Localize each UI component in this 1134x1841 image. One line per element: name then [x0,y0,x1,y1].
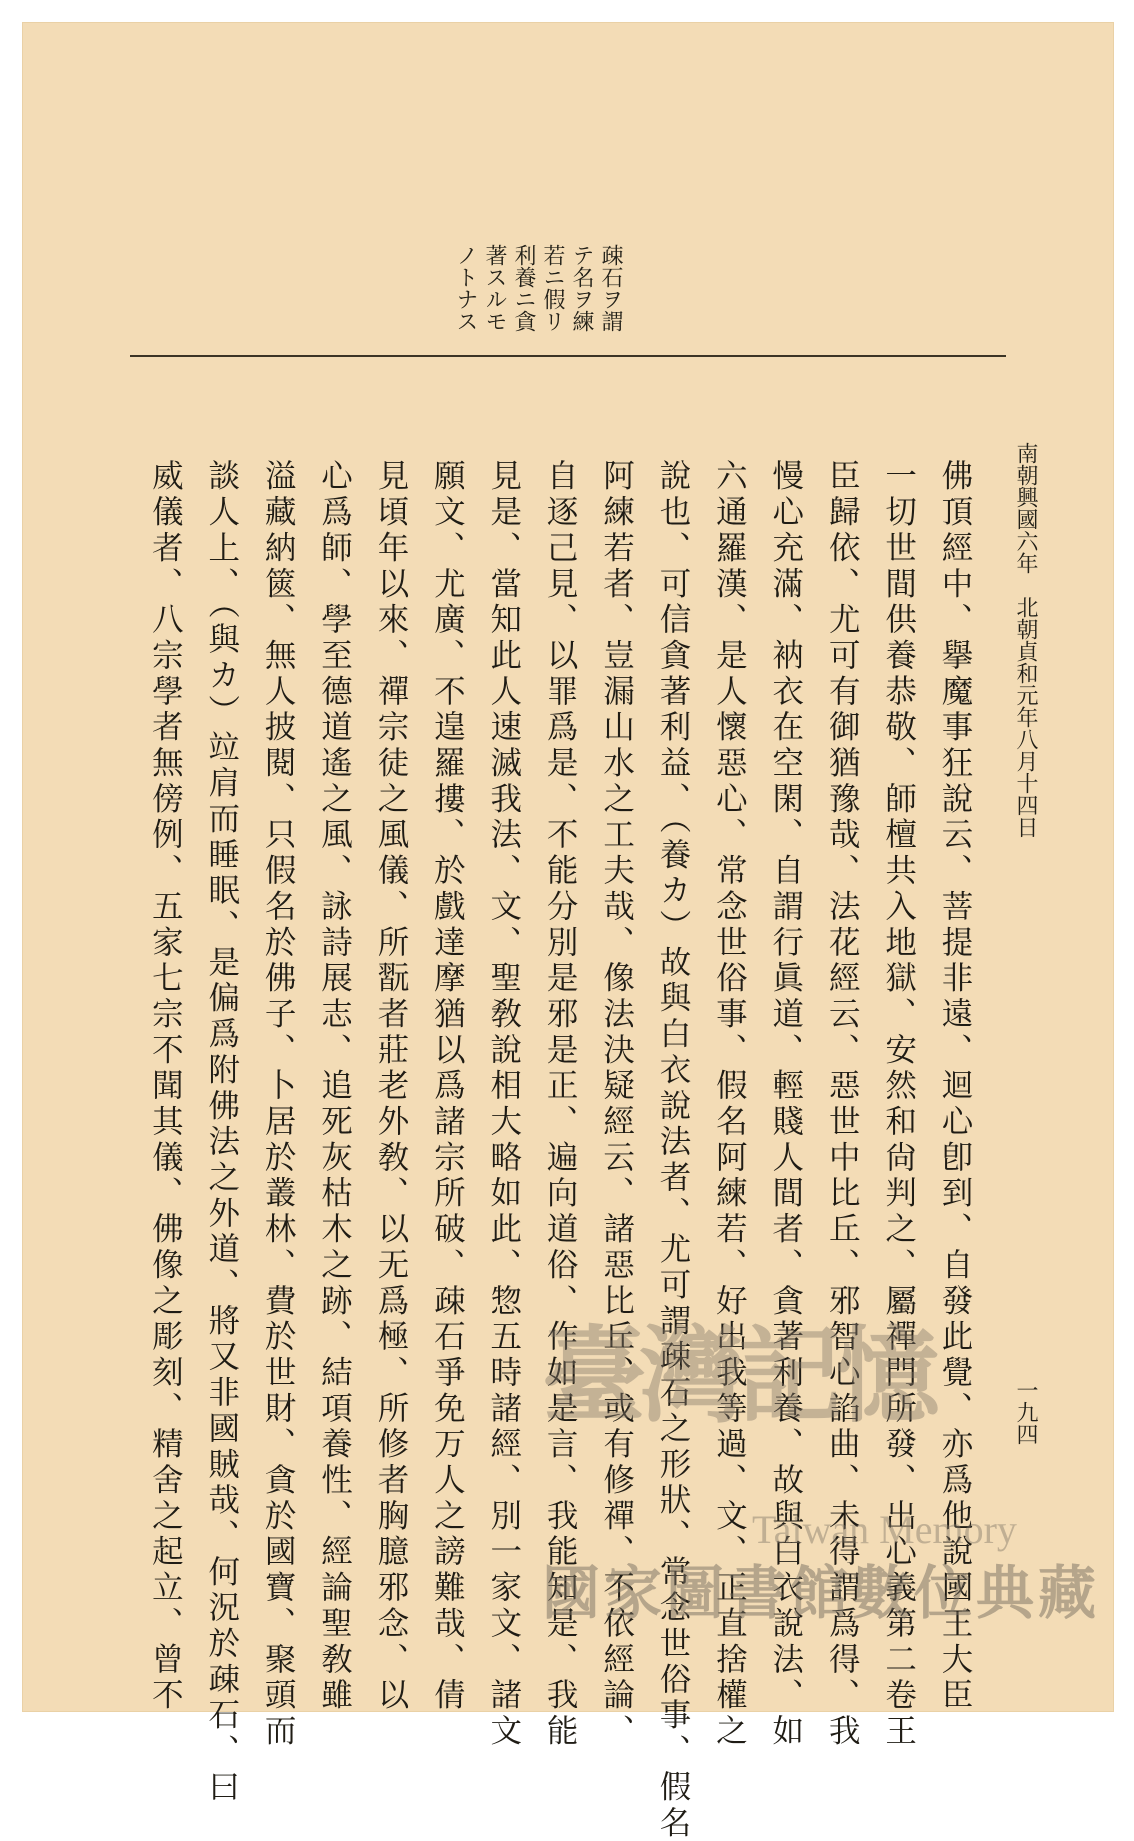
text-column: 佛頂經中、擧魔事狂說云、菩提非遠、迴心卽到、自發此覺、亦爲他說國王大臣 [937,459,973,1714]
margin-notes [451,244,625,354]
watermark-library-name: 國家圖書館數位典藏 [542,1559,1101,1627]
text-column: 見頃年以來、禪宗徒之風儀、所翫者莊老外敎、以无爲極、所修者胸臆邪念、以 [372,459,409,1714]
margin-note-line: 疎石ヲ謂 [598,244,623,332]
text-column: 心爲師、學至德道遙之風、詠詩展志、追死灰枯木之跡、結項養性、經論聖敎雖 [316,459,353,1714]
watermark-logo: 臺灣記憶 [542,1314,935,1437]
text-column: 見是、當知此人速滅我法、文、聖敎說相大略如此、惣五時諸經、別一家文、諸文 [485,459,522,1750]
text-column: 六通羅漢、是人懷惡心、常念世俗事、假名阿練若、好出我等過、文、正直捨權之 [711,459,748,1750]
margin-note-line: 若ニ假リ [540,244,565,332]
running-header-date: 南朝興國六年 北朝貞和元年八月十四日 [1013,442,1038,838]
margin-note-line: 利養ニ貪 [511,244,536,332]
margin-note-line: テ名ヲ練 [569,244,594,332]
text-column: 臣歸依、尤可有御猶豫哉、法花經云、惡世中比丘、邪智心諂曲、未得謂爲得、我 [824,459,861,1750]
text-column: 阿練若者、豈漏山水之工夫哉、像法決疑經云、諸惡比丘、或有修禪、不依經論、 [598,459,635,1750]
document-page [22,22,1114,1841]
text-column: 一切世間供養恭敬、師檀共入地獄、安然和尙判之、屬禪門所發、出心義第二卷王 [880,459,917,1750]
text-column: 溢藏納篋、無人披閱、只假名於佛子、卜居於叢林、費於世財、貪於國寶、聚頭而 [260,459,297,1750]
text-column: 威儀者、八宗學者無傍例、五家七宗不聞其儀、佛像之彫刻、精舍之起立、曾不 [147,459,184,1714]
margin-note-line: ノトナス [453,244,478,332]
watermark-english: Taiwan Memory [752,1507,1017,1552]
text-column: 談人上、（與カ）竝肩而睡眠、是偏爲附佛法之外道、將又非國賊哉、何況於疎石、曰 [203,459,240,1806]
margin-note-line: 著スルモ [482,244,507,332]
divider-rule [130,355,1006,357]
text-column: 自逐己見、以罪爲是、不能分別是邪是正、遍向道俗、作如是言、我能知是、我能 [542,459,579,1750]
text-column: 願文、尤廣、不遑羅摟、於戲達摩猶以爲諸宗所破、疎石爭免万人之謗難哉、倩 [429,459,466,1714]
text-column: 慢心充滿、衲衣在空閑、自謂行眞道、輕賤人間者、貪著利養、故與白衣說法、如 [767,459,804,1750]
page-number: 一九四 [1013,1379,1038,1445]
text-column: 說也、可信貪著利益、（養カ）故與白衣說法者、尤可謂疎石之形狀、常念世俗事、假名 [654,459,691,1841]
